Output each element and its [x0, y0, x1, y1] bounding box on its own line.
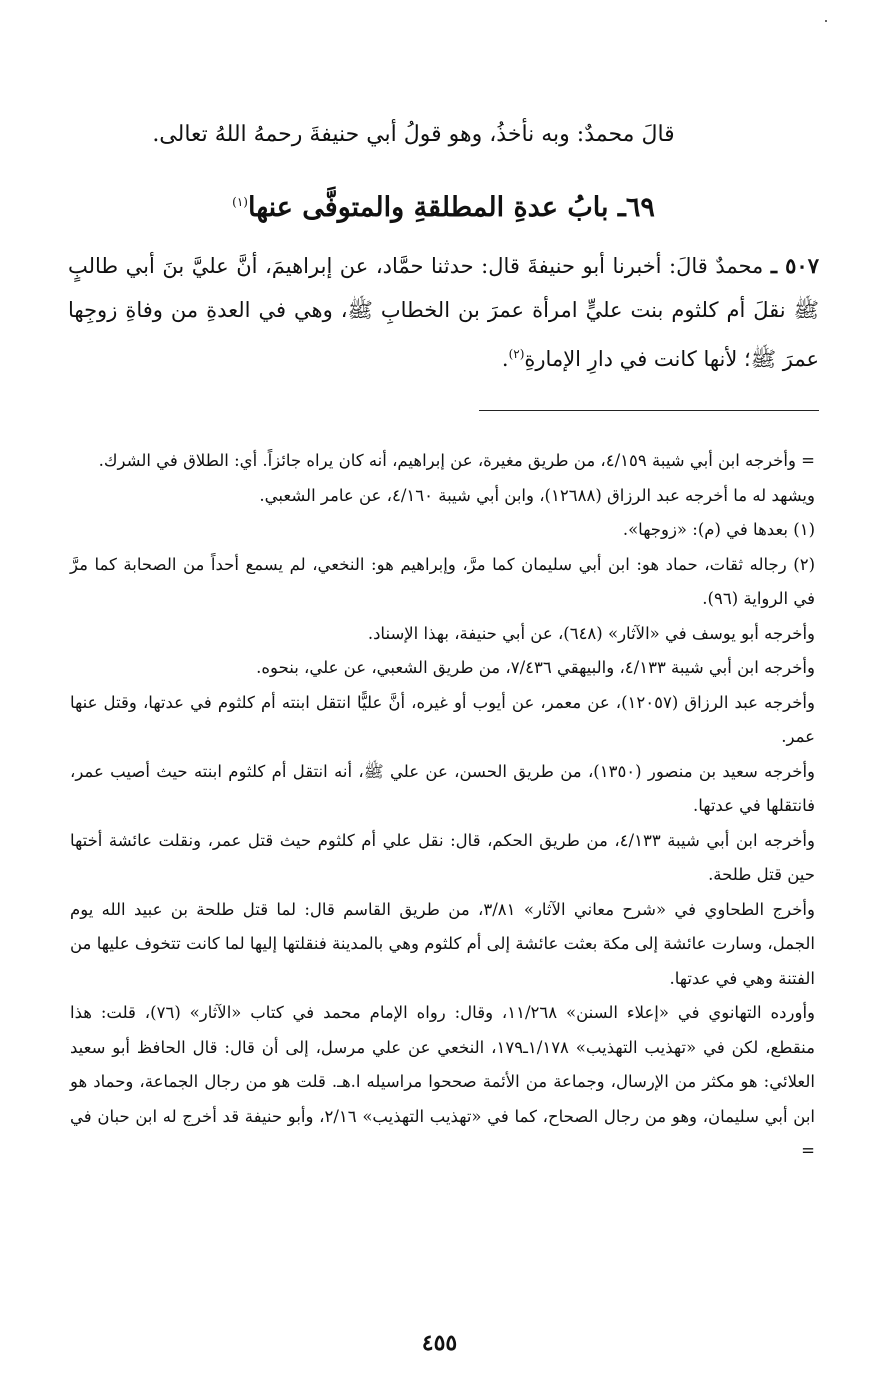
hadith-paragraph [68, 244, 819, 381]
footnotes [70, 444, 815, 1169]
scan-speck [825, 20, 827, 22]
footnote-paragraph: وأخرج الطحاوي في «شرح معاني الآثار» ٣/٨١، من طريق القاسم قال: لما قتل طلحة بن عبيد الله يوم الجمل، وسارت عائشة إلى مكة بعثت عائشة إلى أم كلثوم وهي بالمدينة فنقلتها إليها لما كانت تتخوف عليها من الفتنة وهي في عدتها. [70, 899, 815, 988]
footnote-divider [479, 410, 819, 411]
chapter-title: ٦٩ـ بابُ عدةِ المطلقةِ والمتوفَّى عنها [247, 192, 655, 223]
footnote-paragraph: وأخرجه أبو يوسف في «الآثار» (٦٤٨)، عن أبي حنيفة، بهذا الإسناد. [367, 623, 815, 643]
footnote-paragraph: (٢) رجاله ثقات، حماد هو: ابن أبي سليمان كما مرَّ، وإبراهيم هو: النخعي، لم يسمع أحداً من الصحابة كما مرَّ في الرواية (٩٦). [70, 554, 815, 608]
hadith-text: محمدٌ قالَ: أخبرنا أبو حنيفةَ قال: حدثنا حمَّاد، عن إبراهيمَ، أنَّ عليَّ بنَ أبي طالبٍ ﷺ نقلَ أم كلثوم بنت عليٍّ امرأة عمرَ بن الخطابِ ﷺ، وهي في العدةِ من وفاةِ زوجِها عمرَ ﷺ؛ لأنها كانت في دارِ الإمارةِ [68, 254, 819, 371]
hadith-number: ٥٠٧ ـ [770, 253, 819, 278]
footnote-paragraph: وأخرجه سعيد بن منصور (١٣٥٠)، من طريق الحسن، عن علي ﷺ، أنه انتقل أم كلثوم ابنته حيث أصيب عمر، فانتقلها في عدتها. [70, 761, 816, 815]
chapter-note-ref: (١) [232, 195, 248, 209]
footnote-paragraph: وأخرجه ابن أبي شيبة ٤/١٣٣، من طريق الحكم، قال: نقل علي أم كلثوم حيث قتل عمر، ونقلت عائشة أختها حين قتل طلحة. [70, 830, 815, 884]
page-number: ٤٥٥ [421, 1330, 458, 1356]
intro-line: قالَ محمدٌ: وبه نأخذُ، وهو قولُ أبي حنيفةَ رحمهُ اللهُ تعالى. [152, 122, 675, 147]
footnote-paragraph: (١) بعدها في (م): «زوجها». [622, 520, 815, 539]
hadith-note-ref: (٢) [508, 347, 525, 361]
footnote-paragraph: وأخرجه عبد الرزاق (١٢٠٥٧)، عن معمر، عن أيوب أو غيره، أنَّ عليًّا انتقل ابنته أم كلثوم في عدتها، وقتل عنها عمر. [70, 692, 815, 746]
hadith-end: . [501, 347, 509, 371]
footnote-paragraph: = وأخرجه ابن أبي شيبة ٤/١٥٩، من طريق مغيرة، عن إبراهيم، أنه كان يراه جائزاً. أي: الطلاق في الشرك. [98, 451, 815, 470]
chapter-heading [68, 178, 819, 232]
footnote-paragraph: وأورده التهانوي في «إعلاء السنن» ١١/٢٦٨، وقال: رواه الإمام محمد في كتاب «الآثار» (٧٦)، قلت: هذا منقطع، لكن في «تهذيب التهذيب» ١/١٧٨ـ١٧٩، النخعي عن علي مرسل، إلى أن قال: قال الحافظ أبو سعيد العلائي: هو مكثر من الإرسال، وجماعة من الأئمة صححوا مراسيله ا.هـ. قلت هو من رجال الجماعة، وحماد هو ابن أبي سليمان، وهو من رجال الصحاح، كما في «تهذيب التهذيب» ٢/١٦، وأبو حنيفة قد أخرج له ابن حبان في = [70, 1003, 816, 1160]
footnote-paragraph: وأخرجه ابن أبي شيبة ٤/١٣٣، والبيهقي ٧/٤٣٦، من طريق الشعبي، عن علي، بنحوه. [256, 658, 815, 677]
footnote-paragraph: ويشهد له ما أخرجه عبد الرزاق (١٢٦٨٨)، وابن أبي شيبة ٤/١٦٠، عن عامر الشعبي. [259, 485, 815, 505]
